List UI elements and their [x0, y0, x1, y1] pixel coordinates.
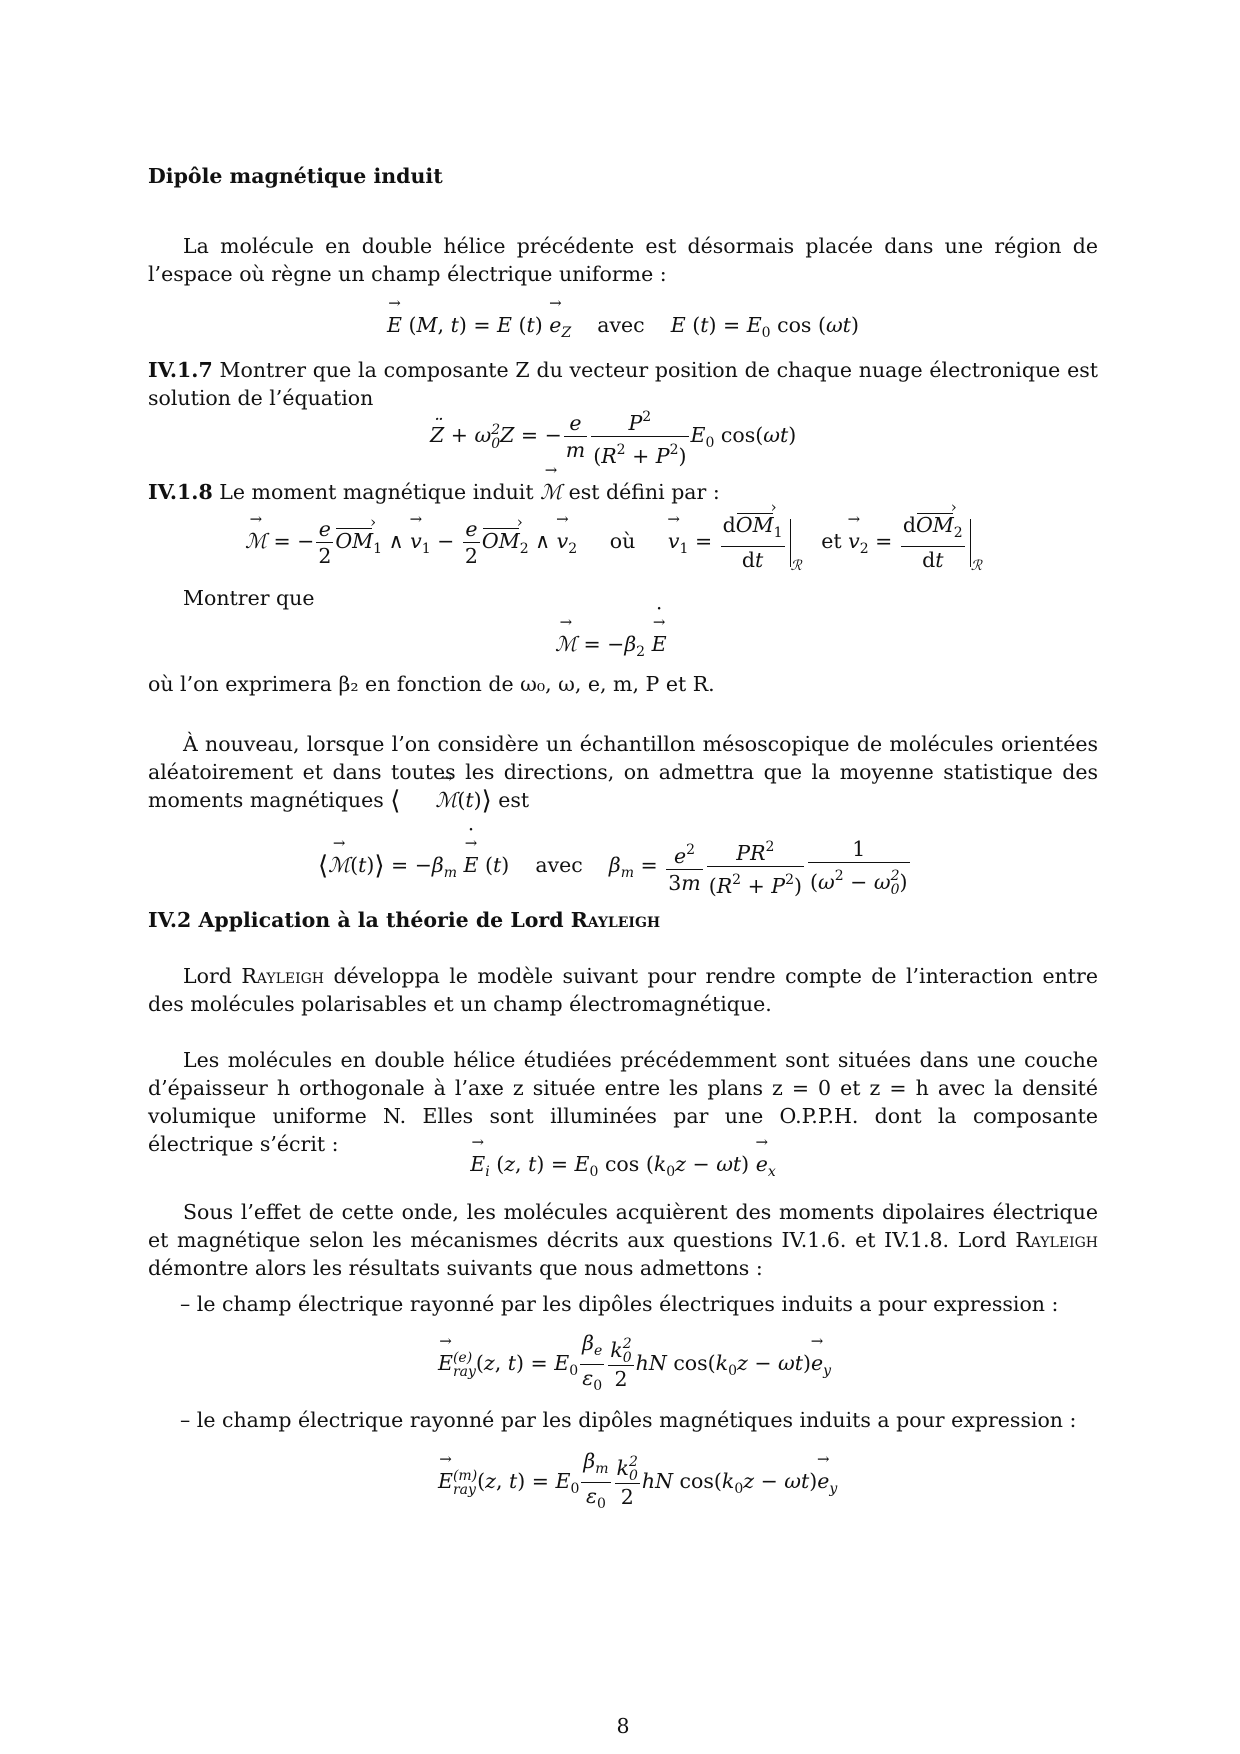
equation-ray-electric: → E (e) ray (z, $t) = E_0$ $\frac{\beta_e}{\varepsilon_0}$ k 2 0 2 hN $\cos(k_0z - \omega t)\to e_y$	[438, 1330, 831, 1399]
rayleigh-model-paragraph	[148, 962, 1098, 1018]
equation-ray-magnetic: → E (m) ray (z, $t) = E_0$ $\frac{\beta_m}{\varepsilon_0}$ k 2 0 2 hN $\cos(k_0z - \omega t)\to e_y$	[438, 1448, 837, 1517]
mesoscopic-est: est	[498, 788, 530, 812]
equation-mean-moment: ⟨→ ℳ(t)⟩ = $-\beta_m \to E$ ˙ (t) avec $\beta_m$ = $\frac{e^2}{3m}$ $\frac{PR^2}{(R^2 + P^2)}$ 1 ($\omega^2 - \omega$ 2 0 )	[318, 834, 912, 899]
section-iv2-prefix: IV.2 Application à la théorie de Lord	[148, 908, 564, 932]
section-iv2-name: Rayleigh	[570, 908, 661, 932]
equation-avec-2: avec	[535, 853, 583, 877]
bullet-electric-dipoles: – le champ électrique rayonné par les dipôles électriques induits a pour expression :	[180, 1292, 1059, 1316]
montrer-que: Montrer que	[183, 586, 315, 610]
layer-paragraph: Les molécules en double hélice étudiées précédemment sont situées dans une couche d’épaisseur h orthogonale à l’axe z située entre les plans z = 0 et z = h avec la densité volumique uniforme N. Elles sont illuminées par une O.P.P.H. dont la composante électrique s’écrit :	[148, 1048, 1098, 1156]
question-iv-1-8: IV.1.8 Le moment magnétique induit → ℳ est défini par :	[148, 478, 1098, 506]
section-title: Dipôle magnétique induit	[148, 164, 443, 188]
equation-field: → E (M, t) = E $(t) \to e_Z$ avec E $(t) = E_0$ cos (ωt)	[148, 311, 1098, 347]
question-label: IV.1.7	[148, 358, 213, 382]
effect-name: Rayleigh	[1015, 1228, 1098, 1252]
rayleigh-name: Rayleigh	[241, 964, 325, 988]
equation-ou: où	[609, 529, 636, 553]
equation-avec: avec	[597, 313, 645, 337]
bullet-magnetic-dipoles: – le champ électrique rayonné par les dipôles magnétiques induits a pour expression :	[180, 1408, 1077, 1432]
express-beta2: où l’on exprimera β₂ en fonction de ω₀, ω, e, m, P et R.	[148, 672, 715, 696]
equation-moment-beta2: → ℳ = $-\beta_2 \to E$ ˙	[555, 630, 667, 666]
page-number: 8	[616, 1714, 630, 1738]
equation-et: et	[821, 529, 842, 553]
effect-text-after: démontre alors les résultats suivants que nous admettons :	[148, 1256, 763, 1280]
question-text: Montrer que la composante Z du vecteur position de chaque nuage électronique est solution de l’équation	[148, 358, 1098, 410]
rayleigh-text: développa le modèle suivant pour rendre compte de l’interaction entre des molécules polarisables et un champ électromagnétique.	[148, 964, 1098, 1016]
question-text-after: est défini par :	[568, 480, 720, 504]
effect-paragraph	[148, 1198, 1098, 1282]
equation-moment-definition: → ℳ = − $\frac{e}{2}$ OM $›_1$ ∧ → $v_1$ − $\frac{e}{2}$ OM $›_2$ ∧ → $v_2$ où → $v_1$ = $\frac{dOM ›_1}{dt}$ $_ℛ$ et → $v_2$ = $\frac{dOM ›_2}{dt}$ $_ℛ$	[245, 512, 982, 580]
equation-incident-field: → $E_i$ (z, $t) = E_0$ $\cos (k_0z - \omega t) \to e_x$	[148, 1150, 1098, 1186]
rayleigh-prefix: Lord	[183, 964, 232, 988]
section-iv2-title	[148, 906, 1098, 934]
effect-text-before: Sous l’effet de cette onde, les molécules acquièrent des moments dipolaires électrique et magnétique selon les mécanismes décrits aux questions IV.1.6. et IV.1.8. Lord	[148, 1200, 1098, 1252]
mesoscopic-paragraph: À nouveau, lorsque l’on considère un échantillon mésoscopique de molécules orientées aléatoirement et dans toutes les directions, on admettra que la moyenne statistique des moments magnétiques ⟨→ ℳ(t)⟩ est	[148, 730, 1098, 815]
mesoscopic-text: À nouveau, lorsque l’on considère un échantillon mésoscopique de molécules orientées aléatoirement et dans toutes les directions, on admettra que la moyenne statistique des moments magnétiques	[148, 732, 1098, 812]
question-text-before: Le moment magnétique induit	[219, 480, 534, 504]
question-label-2: IV.1.8	[148, 480, 213, 504]
equation-z: ¨ Z + ω 2 0 Z = − $\frac{e}{m}$ $\frac{P^2}{(R^2 + P^2)}$ $E_0$ cos(ωt)	[430, 404, 796, 469]
intro-paragraph: La molécule en double hélice précédente est désormais placée dans une région de l’espace où règne un champ électrique uniforme :	[148, 234, 1098, 286]
